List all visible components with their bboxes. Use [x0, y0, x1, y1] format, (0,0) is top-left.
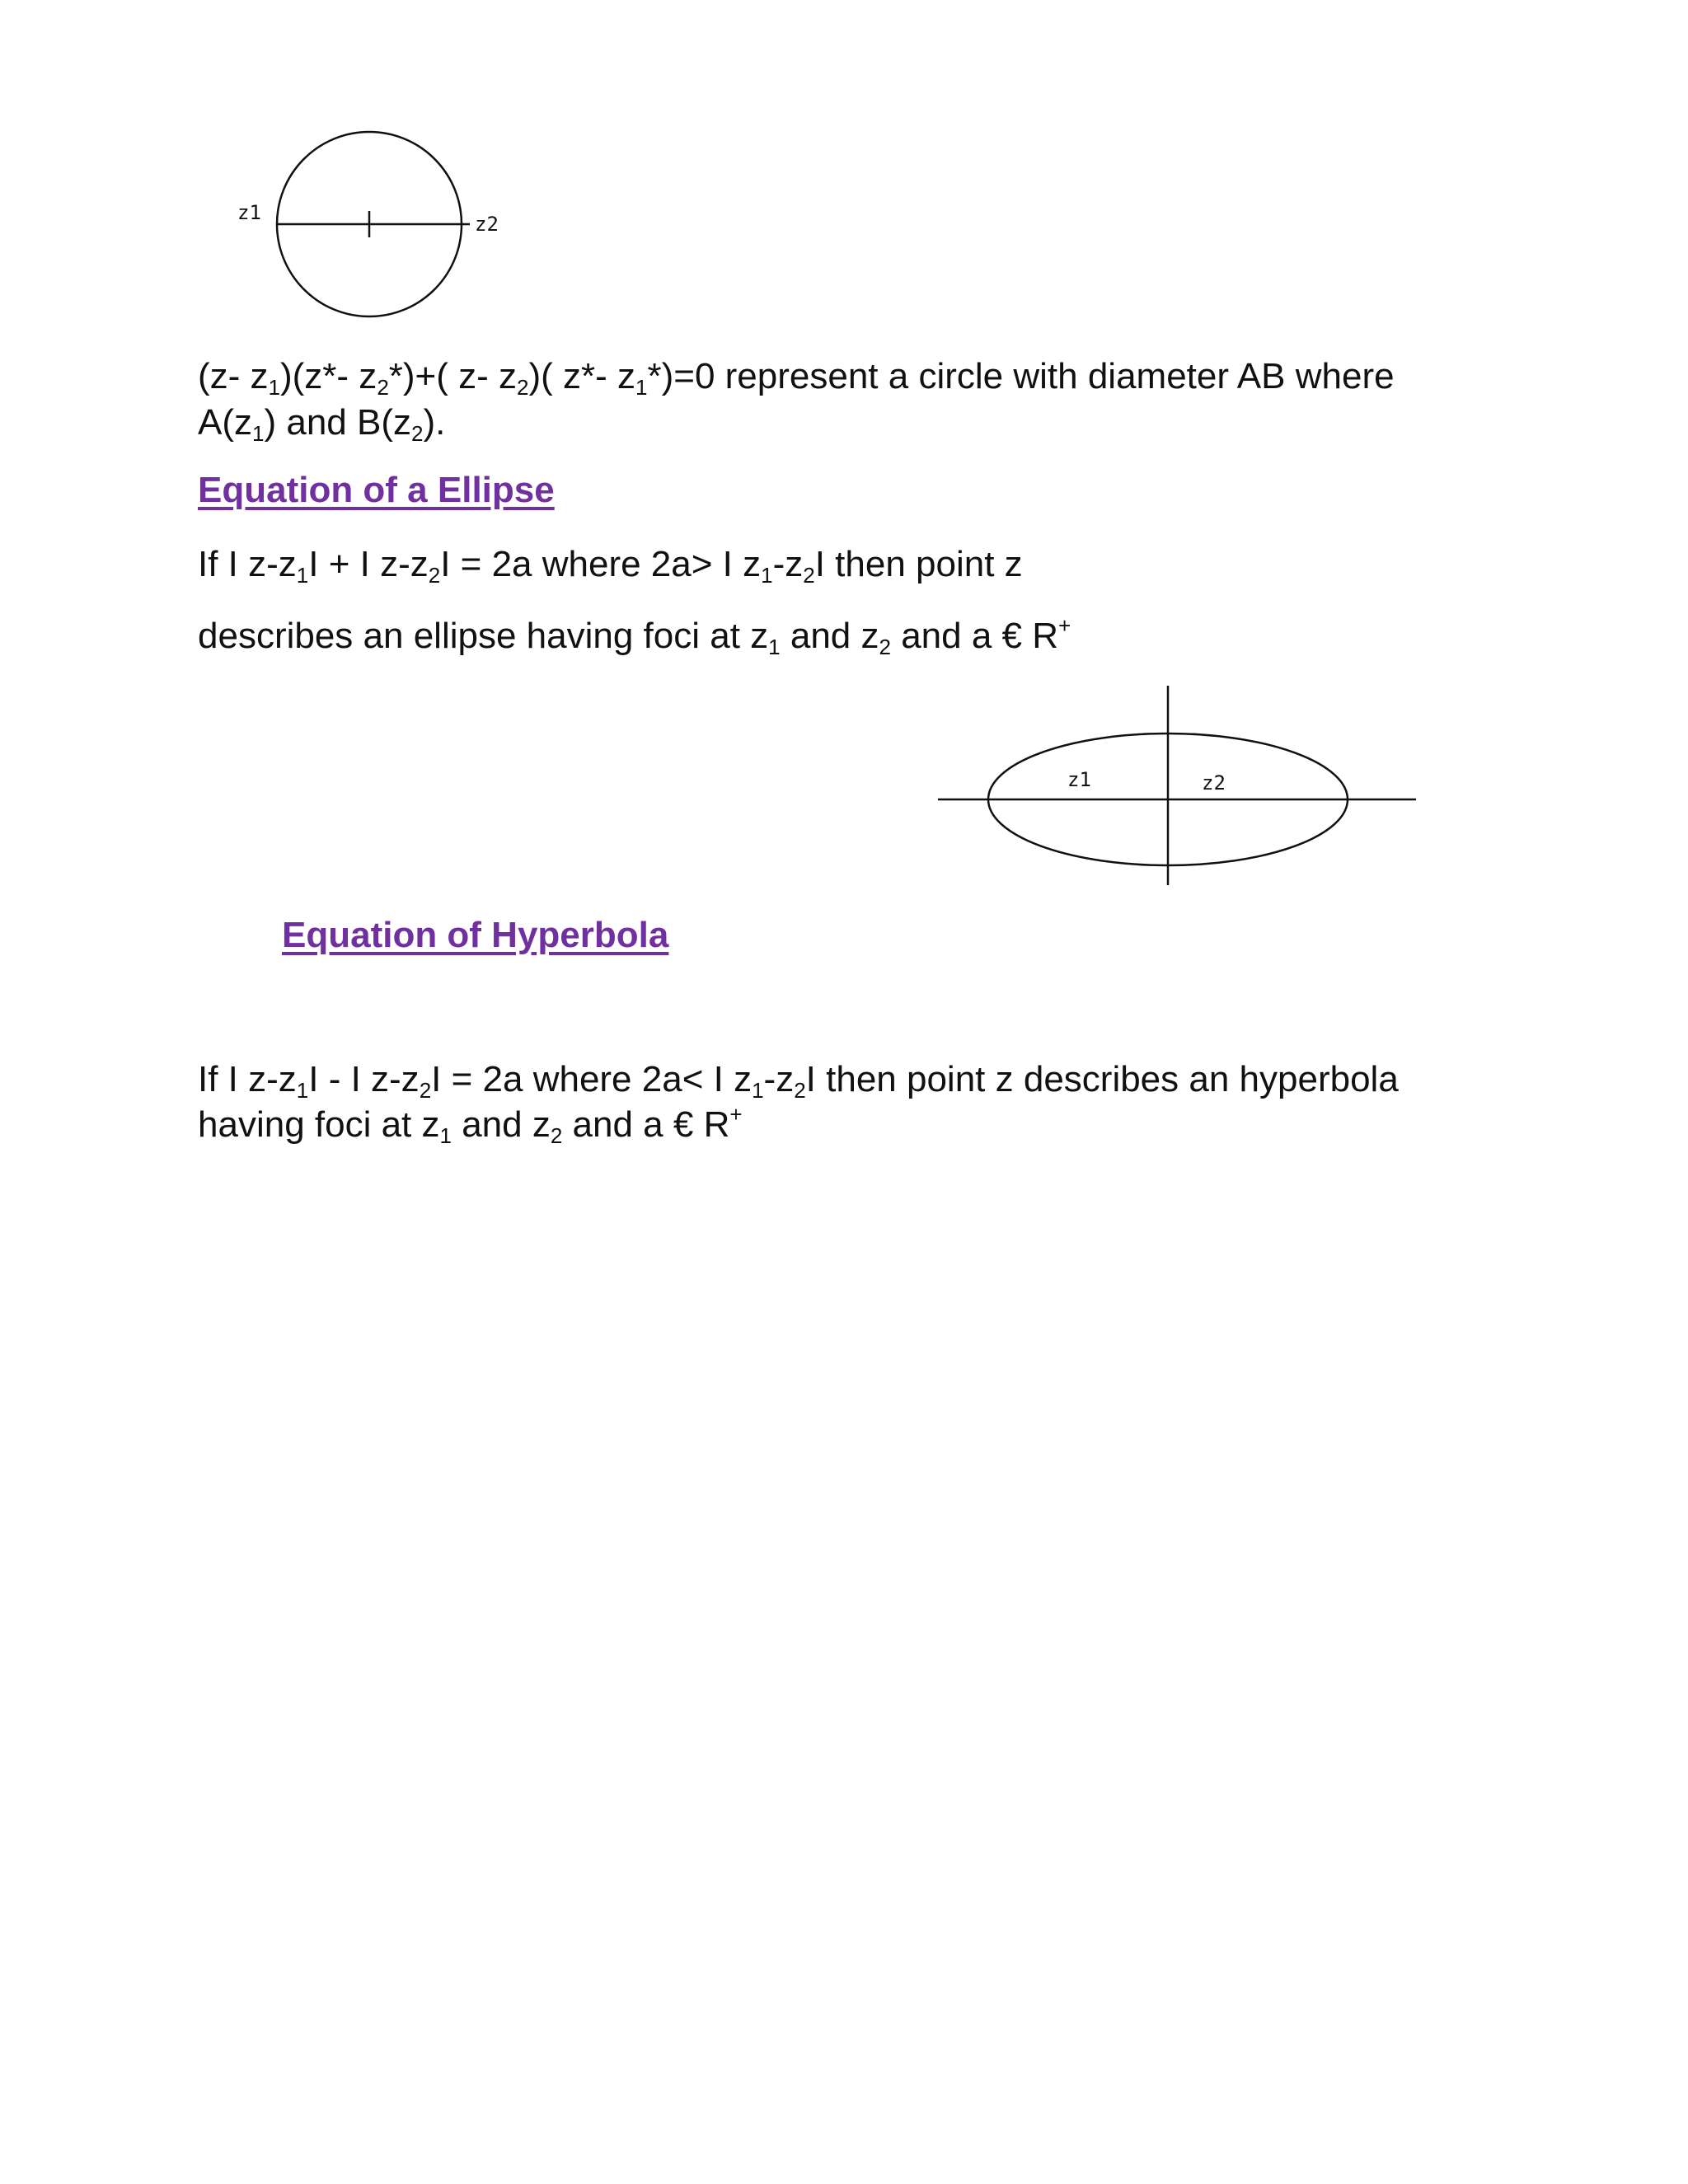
text-run: I = 2a where 2a> I z: [440, 544, 762, 584]
ellipse-equation-line-2: [198, 614, 1071, 658]
subscript: 2: [550, 1123, 563, 1148]
subscript: 1: [296, 1078, 309, 1103]
text-run: I then point z: [814, 544, 1023, 584]
text-run: I then point z describes an hyperbola: [805, 1059, 1399, 1099]
subscript: 2: [517, 375, 529, 400]
text-run: I - I z-z: [308, 1059, 420, 1099]
subscript: 1: [252, 421, 265, 446]
subscript: 2: [794, 1078, 806, 1103]
text-run: -z: [763, 1059, 795, 1099]
text-run: ) and B(z: [264, 402, 411, 443]
text-run: and z: [451, 1104, 551, 1145]
ellipse-label-z1: z1: [1067, 768, 1091, 791]
text-run: If I z-z: [198, 544, 297, 584]
text-run: describes an ellipse having foci at z: [198, 616, 769, 656]
circle-label-z1: z1: [237, 201, 261, 224]
subscript: 1: [268, 375, 280, 400]
text-run: )(z*- z: [280, 356, 377, 396]
subscript: 2: [377, 375, 389, 400]
ellipse-diagram: [931, 676, 1426, 890]
ellipse-label-z2: z2: [1202, 771, 1226, 794]
text-run: *)+( z- z: [388, 356, 518, 396]
text-run: -z: [772, 544, 804, 584]
subscript: 2: [410, 421, 424, 446]
hyperbola-equation-line-2: [198, 1103, 743, 1147]
text-run: and a € R: [562, 1104, 730, 1145]
text-run: I = 2a where 2a< I z: [431, 1059, 753, 1099]
text-run: )( z*- z: [528, 356, 636, 396]
ellipse-heading: Equation of a Ellipse: [198, 470, 555, 510]
subscript: 1: [439, 1123, 452, 1148]
text-run: If I z-z: [198, 1059, 297, 1099]
subscript: 1: [635, 375, 648, 400]
subscript: 2: [879, 635, 891, 659]
text-run: and z: [780, 616, 879, 656]
ellipse-equation-line-1: [198, 542, 1023, 587]
text-run: (z- z: [198, 356, 269, 396]
subscript: 2: [419, 1078, 432, 1103]
hyperbola-heading: Equation of Hyperbola: [282, 915, 669, 955]
subscript: 2: [803, 563, 815, 588]
superscript: +: [1058, 613, 1071, 638]
subscript: 1: [761, 563, 773, 588]
subscript: 1: [752, 1078, 764, 1103]
circle-diagram: [223, 124, 519, 330]
hyperbola-equation-line-1: [198, 1057, 1399, 1102]
text-run: I + I z-z: [308, 544, 429, 584]
subscript: 1: [296, 563, 309, 588]
subscript: 2: [428, 563, 441, 588]
subscript: 1: [768, 635, 781, 659]
text-run: having foci at z: [198, 1104, 440, 1145]
text-run: ).: [423, 402, 446, 443]
superscript: +: [729, 1102, 743, 1127]
circle-equation-line-2: [198, 401, 445, 445]
text-run: A(z: [198, 402, 252, 443]
circle-label-z2: z2: [475, 213, 499, 236]
text-run: and a € R: [890, 616, 1059, 656]
circle-equation-line-1: [198, 354, 1395, 399]
text-run: *)=0 represent a circle with diameter AB where: [647, 356, 1395, 396]
